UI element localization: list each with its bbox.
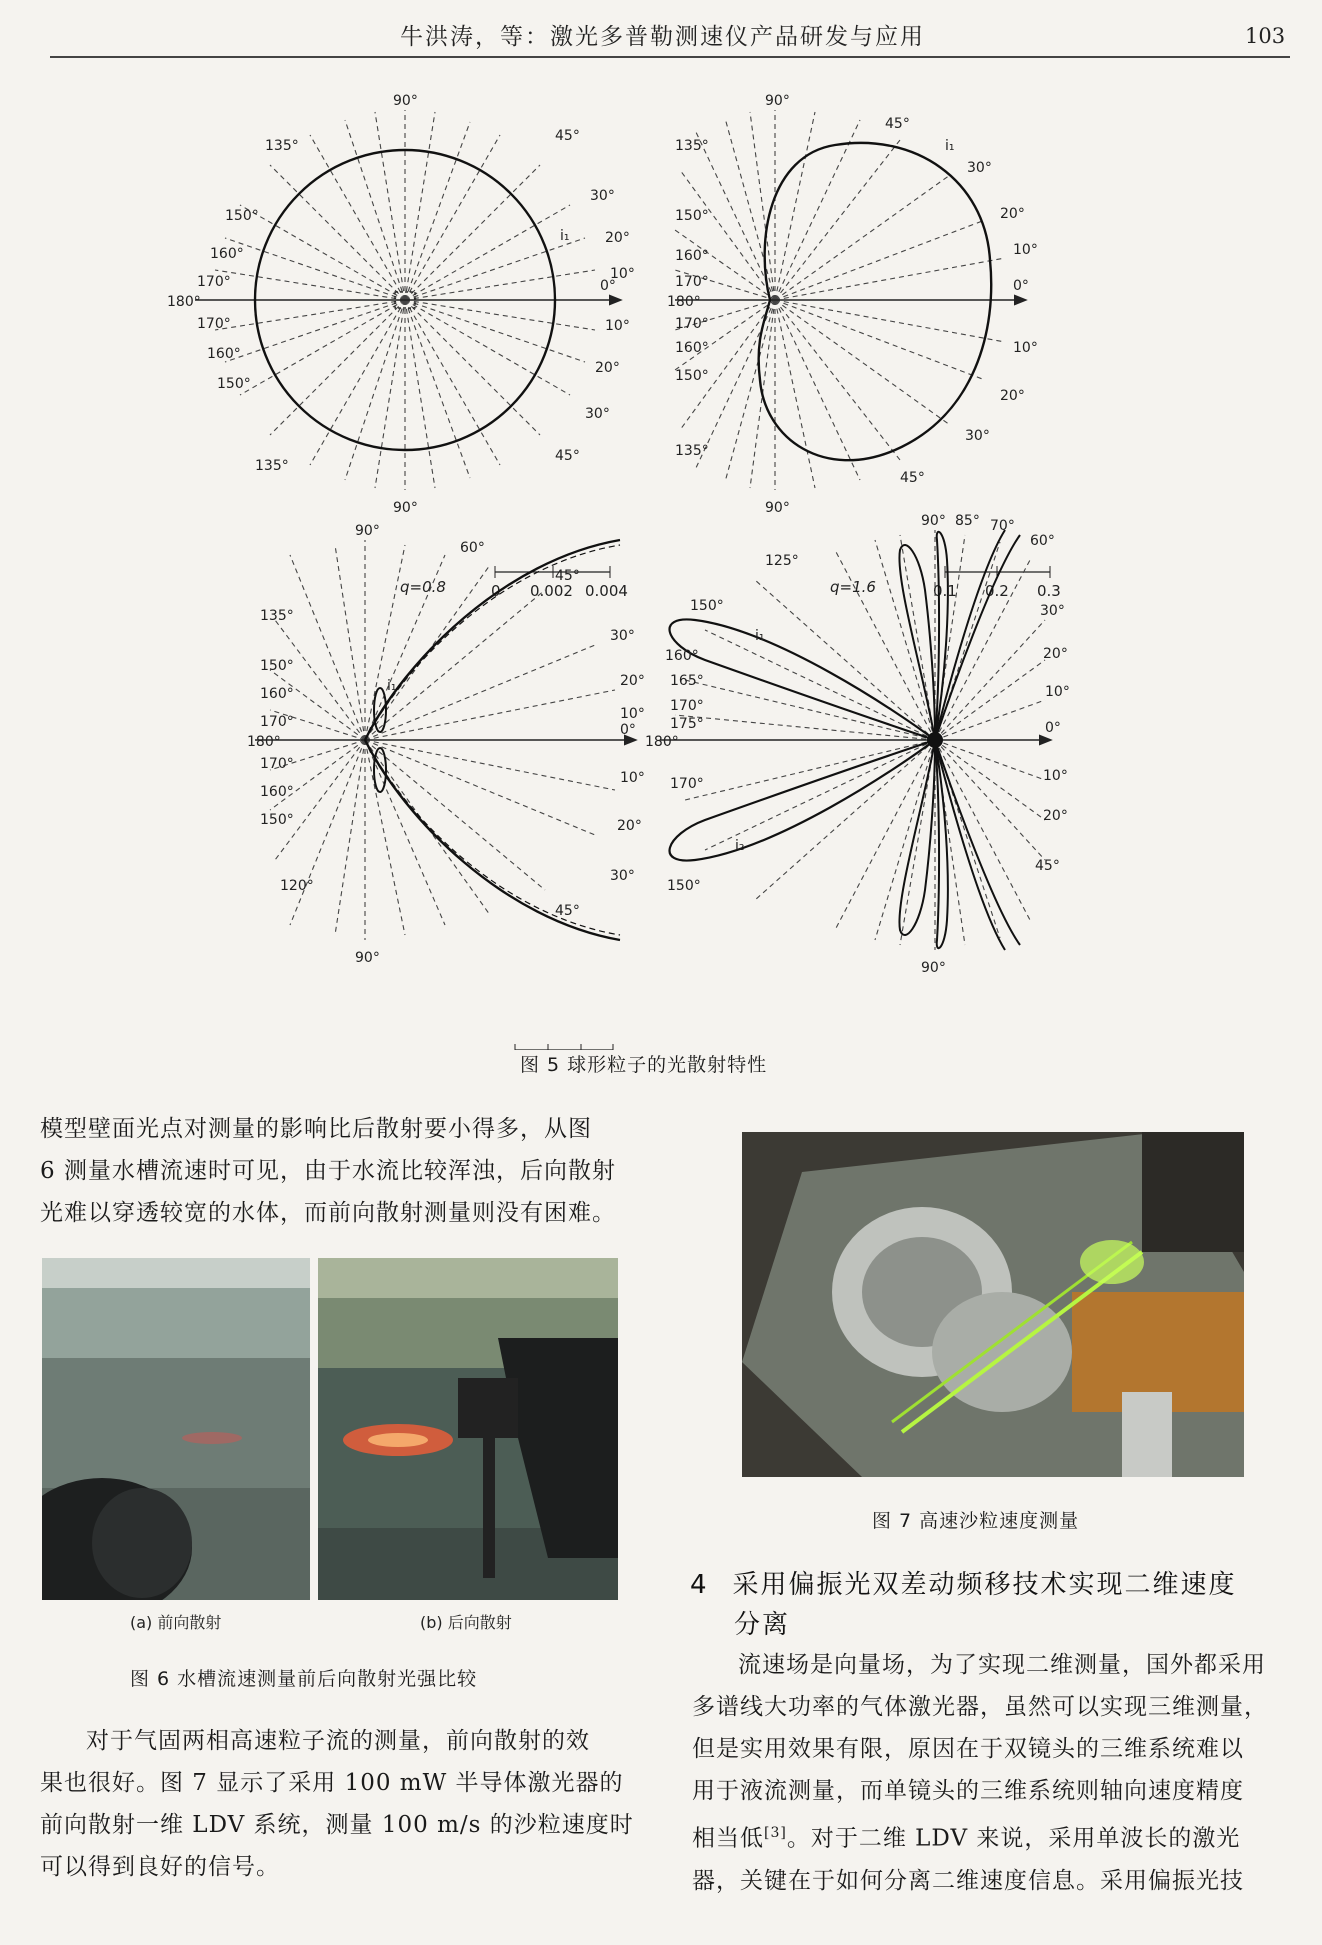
scale-tick: 0.1 bbox=[933, 582, 957, 600]
plot-q-label: q=1.6 bbox=[830, 578, 876, 596]
angle-label: 90° bbox=[393, 93, 418, 109]
text-line: 果也很好。图 7 显示了采用 100 mW 半导体激光器的 bbox=[40, 1770, 624, 1796]
text-line: 多谱线大功率的气体激光器，虽然可以实现三维测量， bbox=[692, 1694, 1268, 1720]
text-line: 前向散射一维 LDV 系统，测量 100 m/s 的沙粒速度时 bbox=[40, 1812, 634, 1838]
angle-label: 90° bbox=[355, 523, 380, 539]
intensity-label: i₂ bbox=[735, 838, 745, 854]
angle-label: 120° bbox=[280, 878, 314, 894]
figure7-photo bbox=[742, 1132, 1244, 1477]
text-line: 对于气固两相高速粒子流的测量，前向散射的效 bbox=[86, 1728, 590, 1754]
angle-label: 10° bbox=[620, 706, 645, 722]
angle-label: 125° bbox=[765, 553, 799, 569]
polar-plot-q08 bbox=[167, 93, 635, 600]
angle-label: 45° bbox=[555, 448, 580, 464]
angle-label: 10° bbox=[620, 770, 645, 786]
intensity-label: i₁ bbox=[755, 628, 765, 644]
angle-label: 45° bbox=[555, 128, 580, 144]
angle-label: 0° bbox=[1013, 278, 1029, 294]
angle-label: 150° bbox=[217, 376, 251, 392]
angle-label: 150° bbox=[667, 878, 701, 894]
text-line: 光难以穿透较宽的水体，而前向散射测量则没有困难。 bbox=[40, 1200, 616, 1226]
citation: [3] bbox=[764, 1825, 787, 1841]
angle-label: 180° bbox=[667, 294, 701, 310]
angle-label: 30° bbox=[585, 406, 610, 422]
intensity-label: i₁ bbox=[945, 138, 955, 154]
angle-label: 45° bbox=[885, 116, 910, 132]
left-paragraph-1 bbox=[40, 1108, 650, 1234]
angle-label: 20° bbox=[605, 230, 630, 246]
angle-label: 20° bbox=[1000, 388, 1025, 404]
scale-tick: 0.004 bbox=[585, 582, 628, 600]
angle-label: 20° bbox=[620, 673, 645, 689]
angle-label: 90° bbox=[393, 500, 418, 516]
angle-label: 20° bbox=[595, 360, 620, 376]
angle-label: 90° bbox=[921, 513, 946, 529]
angle-label: 45° bbox=[555, 568, 580, 584]
right-paragraph bbox=[692, 1644, 1304, 1902]
angle-label: 170° bbox=[197, 316, 231, 332]
angle-label: 30° bbox=[590, 188, 615, 204]
angle-label: 30° bbox=[610, 628, 635, 644]
angle-label: 150° bbox=[690, 598, 724, 614]
angle-label: 45° bbox=[900, 470, 925, 486]
angle-label: 70° bbox=[990, 518, 1015, 534]
intensity-label: i₁ bbox=[387, 678, 397, 694]
angle-label: 45° bbox=[1035, 858, 1060, 874]
angle-label: 160° bbox=[665, 648, 699, 664]
section-title-line1: 采用偏振光双差动频移技术实现二维速度 bbox=[732, 1570, 1237, 1600]
angle-label: 135° bbox=[675, 443, 709, 459]
angle-label: 170° bbox=[197, 274, 231, 290]
angle-label: 60° bbox=[1030, 533, 1055, 549]
angle-label: 170° bbox=[675, 274, 709, 290]
scale-tick: 0.002 bbox=[530, 582, 573, 600]
section-heading bbox=[690, 1565, 1310, 1645]
angle-label: 10° bbox=[1013, 242, 1038, 258]
angle-label: 90° bbox=[921, 960, 946, 976]
figure6b-subcaption: (b) 后向散射 bbox=[420, 1613, 512, 1632]
angle-label: 180° bbox=[645, 734, 679, 750]
angle-label: 150° bbox=[675, 208, 709, 224]
section-title-line2: 分离 bbox=[734, 1610, 791, 1640]
angle-label: 170° bbox=[675, 316, 709, 332]
figure5-polar-plots bbox=[0, 90, 1322, 1050]
scale-tick: 0.3 bbox=[1037, 582, 1061, 600]
angle-label: 160° bbox=[210, 246, 244, 262]
angle-label: 10° bbox=[1045, 684, 1070, 700]
angle-label: 160° bbox=[207, 346, 241, 362]
angle-label: 150° bbox=[225, 208, 259, 224]
angle-label: 60° bbox=[460, 540, 485, 556]
angle-label: 0° bbox=[620, 722, 636, 738]
angle-label: 150° bbox=[260, 658, 294, 674]
running-header bbox=[0, 0, 1322, 62]
text-line: 流速场是向量场，为了实现二维测量，国外都采用 bbox=[738, 1652, 1266, 1678]
section-number: 4 bbox=[690, 1570, 709, 1600]
page-number: 103 bbox=[1245, 24, 1286, 48]
polar-plot-q4 bbox=[247, 523, 645, 1050]
angle-label: 170° bbox=[670, 698, 704, 714]
angle-label: 20° bbox=[1043, 646, 1068, 662]
figure6a-subcaption: (a) 前向散射 bbox=[130, 1613, 222, 1632]
scale-bar bbox=[933, 566, 1061, 600]
angle-label: 30° bbox=[1040, 603, 1065, 619]
angle-label: 0° bbox=[1045, 720, 1061, 736]
plot-q-label: q=0.8 bbox=[400, 578, 446, 596]
angle-label: 135° bbox=[675, 138, 709, 154]
angle-label: 180° bbox=[247, 734, 281, 750]
angle-label: 90° bbox=[765, 500, 790, 516]
angle-label: 45° bbox=[555, 903, 580, 919]
angle-label: 30° bbox=[610, 868, 635, 884]
text-line: 用于液流测量，而单镜头的三维系统则轴向速度精度 bbox=[692, 1778, 1244, 1804]
angle-label: 180° bbox=[167, 294, 201, 310]
angle-label: 165° bbox=[670, 673, 704, 689]
angle-label: 10° bbox=[610, 266, 635, 282]
angle-label: 10° bbox=[1043, 768, 1068, 784]
angle-label: 175° bbox=[670, 716, 704, 732]
figure6 bbox=[42, 1258, 622, 1632]
angle-label: 135° bbox=[255, 458, 289, 474]
angle-label: 90° bbox=[355, 950, 380, 966]
text-line: 器，关键在于如何分离二维速度信息。采用偏振光技 bbox=[692, 1867, 1244, 1894]
angle-label: 30° bbox=[967, 160, 992, 176]
angle-label: 30° bbox=[965, 428, 990, 444]
angle-label: 170° bbox=[670, 776, 704, 792]
text-fragment: 相当低 bbox=[692, 1825, 764, 1852]
angle-label: 85° bbox=[955, 513, 980, 529]
angle-label: 135° bbox=[265, 138, 299, 154]
angle-label: 150° bbox=[260, 812, 294, 828]
text-line: 模型壁面光点对测量的影响比后散射要小得多，从图 bbox=[40, 1116, 592, 1142]
angle-label: 10° bbox=[1013, 340, 1038, 356]
header-rule bbox=[50, 56, 1290, 58]
figure6-caption: 图 6 水槽流速测量前后向散射光强比较 bbox=[130, 1668, 478, 1690]
figure7-caption: 图 7 高速沙粒速度测量 bbox=[872, 1510, 1080, 1532]
text-line bbox=[692, 1812, 1304, 1860]
angle-label: 90° bbox=[765, 93, 790, 109]
angle-label: 160° bbox=[260, 784, 294, 800]
angle-label: 10° bbox=[605, 318, 630, 334]
scale-tick: 0.2 bbox=[985, 582, 1009, 600]
header-title: 牛洪涛，等：激光多普勒测速仪产品研发与应用 bbox=[400, 24, 925, 50]
figure6b-photo bbox=[318, 1258, 618, 1600]
angle-label: 150° bbox=[675, 368, 709, 384]
angle-label: 20° bbox=[1000, 206, 1025, 222]
left-paragraph-2 bbox=[40, 1720, 650, 1888]
angle-label: 160° bbox=[260, 686, 294, 702]
angle-label: 160° bbox=[675, 248, 709, 264]
figure5-caption: 图 5 球形粒子的光散射特性 bbox=[520, 1054, 768, 1076]
intensity-label: i₁ bbox=[560, 228, 570, 244]
angle-label: 0° bbox=[600, 278, 616, 294]
angle-label: 160° bbox=[675, 340, 709, 356]
scale-tick: 0 bbox=[491, 582, 501, 600]
text-line: 可以得到良好的信号。 bbox=[40, 1854, 280, 1880]
angle-label: 20° bbox=[617, 818, 642, 834]
text-line: 6 测量水槽流速时可见，由于水流比较浑浊，后向散射 bbox=[40, 1158, 616, 1184]
angle-label: 20° bbox=[1043, 808, 1068, 824]
angle-label: 170° bbox=[260, 756, 294, 772]
figure6a-photo bbox=[42, 1258, 310, 1600]
text-fragment: 。对于二维 LDV 来说，采用单波长的激光 bbox=[786, 1825, 1241, 1852]
angle-label: 135° bbox=[260, 608, 294, 624]
text-line: 但是实用效果有限，原因在于双镜头的三维系统难以 bbox=[692, 1736, 1244, 1762]
angle-label: 170° bbox=[260, 714, 294, 730]
